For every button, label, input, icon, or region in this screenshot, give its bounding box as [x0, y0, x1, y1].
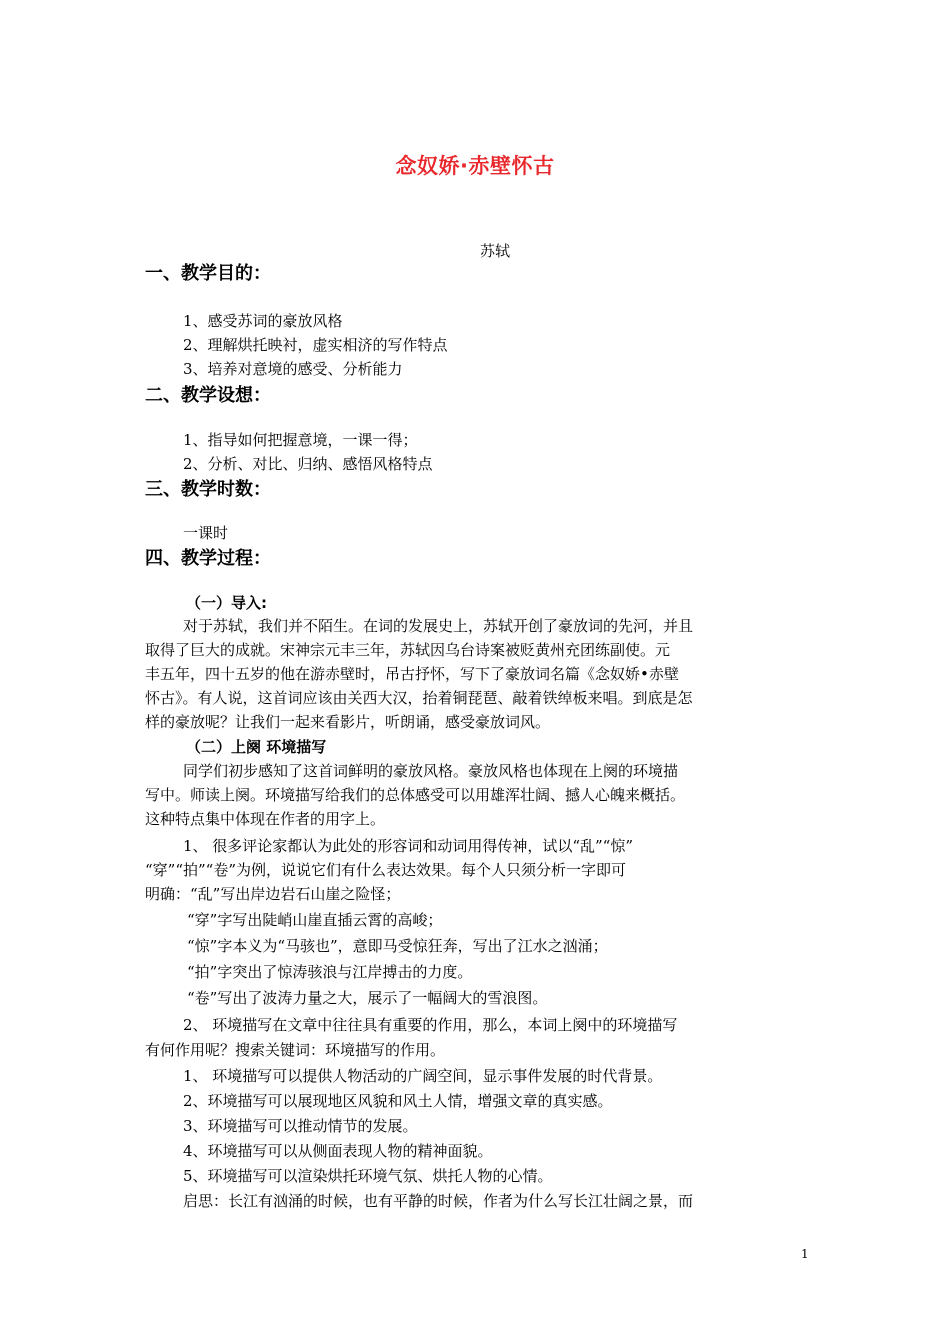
subheading-environment: （二）上阕 环境描写: [186, 738, 327, 756]
section-heading-hours: 三、教学时数：: [145, 479, 271, 500]
word-analysis-line: “拍”字突出了惊涛骇浪与江岸搏击的力度。: [187, 963, 473, 981]
paragraph-line: 取得了巨大的成就。宋神宗元丰三年，苏轼因乌台诗案被贬黄州充团练副使。元: [145, 641, 671, 659]
subheading-intro: （一）导入:: [186, 594, 267, 612]
function-item: 5、环境描写可以渲染烘托环境气氛、烘托人物的心情。: [183, 1167, 553, 1185]
word-analysis-line: “穿”字写出陡峭山崖直插云霄的高峻；: [187, 911, 443, 929]
question-line: “穿”“拍”“卷”为例，说说它们有什么表达效果。每个人只须分析一字即可: [145, 861, 627, 879]
document-author: 苏轼: [479, 242, 510, 260]
hours-text: 一课时: [183, 524, 229, 542]
design-item: 1、指导如何把握意境，一课一得；: [183, 431, 418, 449]
document-title: 念奴娇·赤壁怀古: [395, 154, 555, 178]
word-analysis-line: “卷”写出了波涛力量之大，展示了一幅阔大的雪浪图。: [187, 989, 548, 1007]
function-item: 4、环境描写可以从侧面表现人物的精神面貌。: [183, 1142, 493, 1160]
section-heading-process: 四、教学过程：: [145, 548, 271, 569]
question-line: 1、 很多评论家都认为此处的形容词和动词用得传神，试以“乱”“惊”: [183, 837, 633, 855]
paragraph-line: 怀古》。有人说，这首词应该由关西大汉，抬着铜琵琶、敲着铁绰板来唱。到底是怎: [145, 689, 693, 707]
question-line: 有何作用呢？搜索关键词：环境描写的作用。: [145, 1041, 446, 1059]
function-item: 2、环境描写可以展现地区风貌和风土人情，增强文章的真实感。: [183, 1092, 613, 1110]
paragraph-line: 这种特点集中体现在作者的用字上。: [145, 810, 386, 828]
function-item: 1、 环境描写可以提供人物活动的广阔空间，显示事件发展的时代背景。: [183, 1067, 663, 1085]
objective-item: 1、感受苏词的豪放风格: [183, 312, 343, 330]
question-line: 明确：“乱”写出岸边岩石山崖之险怪；: [145, 885, 401, 903]
paragraph-line: 对于苏轼，我们并不陌生。在词的发展史上，苏轼开创了豪放词的先河，并且: [183, 617, 694, 635]
paragraph-line: 启思：长江有汹涌的时候，也有平静的时候，作者为什么写长江壮阔之景，而: [183, 1192, 694, 1210]
objective-item: 2、理解烘托映衬，虚实相济的写作特点: [183, 336, 448, 354]
design-item: 2、分析、对比、归纳、感悟风格特点: [183, 455, 433, 473]
word-analysis-line: “惊”字本义为“马骇也”，意即马受惊狂奔，写出了江水之汹涌；: [187, 937, 608, 955]
function-item: 3、环境描写可以推动情节的发展。: [183, 1117, 418, 1135]
paragraph-line: 同学们初步感知了这首词鲜明的豪放风格。豪放风格也体现在上阕的环境描: [183, 762, 679, 780]
objective-item: 3、培养对意境的感受、分析能力: [183, 360, 403, 378]
question-line: 2、 环境描写在文章中往往具有重要的作用，那么，本词上阕中的环境描写: [183, 1016, 678, 1034]
section-heading-objectives: 一、教学目的：: [145, 263, 271, 284]
page-number: 1: [801, 1247, 809, 1261]
section-heading-design: 二、教学设想：: [145, 385, 271, 406]
paragraph-line: 丰五年，四十五岁的他在游赤壁时，吊古抒怀，写下了豪放词名篇《念奴娇•赤壁: [145, 665, 679, 683]
paragraph-line: 样的豪放呢？让我们一起来看影片，听朗诵，感受豪放词风。: [145, 713, 551, 731]
paragraph-line: 写中。师读上阕。环境描写给我们的总体感受可以用雄浑壮阔、撼人心魄来概括。: [145, 786, 686, 804]
